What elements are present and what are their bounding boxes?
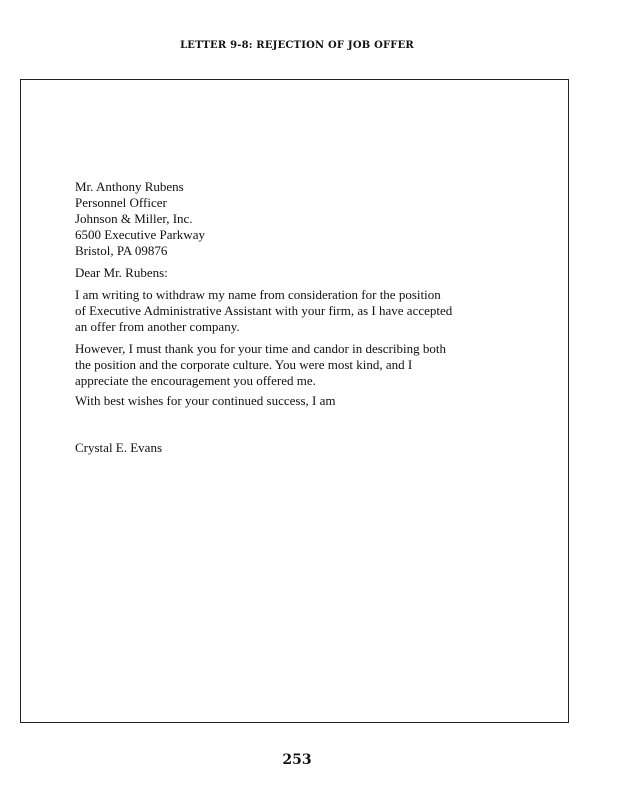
recipient-city: Bristol, PA 09876 — [75, 243, 168, 258]
recipient-company: Johnson & Miller, Inc. — [75, 211, 193, 226]
signature-name: Crystal E. Evans — [75, 440, 163, 455]
letter-body — [75, 179, 495, 456]
page-title: LETTER 9-8: REJECTION OF JOB OFFER — [180, 40, 414, 51]
recipient-title: Personnel Officer — [75, 195, 167, 210]
recipient-street: 6500 Executive Parkway — [75, 227, 205, 242]
paragraph-line: of Executive Administrative Assistant with your firm, as I have accepted — [75, 303, 453, 318]
body-paragraph-1 — [75, 287, 495, 335]
paragraph-line: the position and the corporate culture. You were most kind, and I — [75, 357, 413, 372]
paragraph-line: However, I must thank you for your time and candor in describing both — [75, 341, 446, 356]
paragraph-line: I am writing to withdraw my name from consideration for the position — [75, 287, 441, 302]
body-paragraph-2 — [75, 341, 495, 389]
page-number: 253 — [282, 752, 312, 768]
paragraph-line: an offer from another company. — [75, 319, 240, 334]
paragraph-line: appreciate the encouragement you offered me. — [75, 373, 316, 388]
recipient-name: Mr. Anthony Rubens — [75, 179, 184, 194]
recipient-address — [75, 179, 495, 259]
salutation: Dear Mr. Rubens: — [75, 265, 168, 280]
closing-line: With best wishes for your continued success, I am — [75, 393, 336, 408]
